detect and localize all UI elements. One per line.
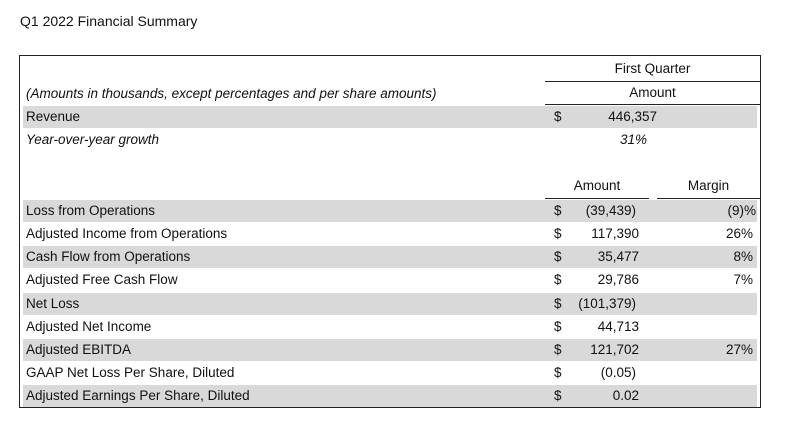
table-row	[23, 339, 757, 361]
row-label: Cash Flow from Operations	[26, 249, 191, 264]
currency-symbol: $	[554, 272, 562, 287]
row-label: Net Loss	[26, 296, 80, 311]
row-margin: 26%	[725, 226, 753, 241]
col-header-amount: Amount	[573, 178, 621, 193]
row-margin: 7%	[733, 272, 753, 287]
note-row	[23, 83, 757, 105]
table-row-growth	[23, 129, 757, 151]
col-header-margin: Margin	[687, 178, 730, 193]
growth-value: 31%	[619, 132, 647, 147]
page-title: Q1 2022 Financial Summary	[20, 13, 198, 29]
row-amount: 121,702	[590, 342, 639, 357]
row-margin: 27%	[725, 342, 753, 357]
financial-summary-table	[19, 55, 761, 408]
margin-col-rule	[657, 198, 760, 199]
row-amount: 44,713	[597, 319, 639, 334]
period-header-rule	[545, 81, 760, 82]
row-amount: (101,379)	[578, 296, 636, 311]
row-label: GAAP Net Loss Per Share, Diluted	[26, 365, 235, 380]
currency-symbol: $	[554, 296, 562, 311]
currency-symbol: $	[554, 342, 562, 357]
row-amount: 0.02	[612, 388, 639, 403]
table-row	[23, 385, 757, 407]
period-header: First Quarter	[614, 61, 691, 76]
currency-symbol: $	[554, 249, 562, 264]
row-amount: 29,786	[597, 272, 639, 287]
row-label: Year-over-year growth	[26, 132, 160, 147]
table-row	[23, 200, 757, 222]
currency-symbol: $	[554, 109, 562, 124]
amount-header: Amount	[629, 85, 676, 100]
row-amount: 117,390	[591, 226, 639, 241]
row-label: Revenue	[26, 109, 81, 124]
currency-symbol: $	[554, 365, 562, 380]
currency-symbol: $	[554, 203, 562, 218]
row-amount: (0.05)	[600, 365, 636, 380]
table-row-revenue	[23, 106, 757, 128]
currency-symbol: $	[554, 319, 562, 334]
row-label: Adjusted EBITDA	[26, 342, 132, 357]
row-label: Adjusted Free Cash Flow	[26, 272, 178, 287]
currency-symbol: $	[554, 226, 562, 241]
row-margin: (9)%	[727, 203, 756, 218]
row-amount: (39,439)	[585, 203, 636, 218]
row-label: Adjusted Net Income	[26, 319, 152, 334]
currency-symbol: $	[554, 388, 562, 403]
amount-col-rule	[545, 198, 649, 199]
row-margin: 8%	[733, 249, 753, 264]
table-row	[23, 246, 757, 268]
table-row	[23, 293, 757, 315]
table-row	[23, 223, 757, 245]
table-row	[23, 316, 757, 338]
row-label: Loss from Operations	[26, 203, 156, 218]
amounts-note: (Amounts in thousands, except percentages and per share amounts)	[26, 86, 437, 101]
row-amount: 35,477	[597, 249, 639, 264]
revenue-amount: 446,357	[608, 109, 657, 124]
table-row	[23, 269, 757, 291]
table-row	[23, 362, 757, 384]
row-label: Adjusted Earnings Per Share, Diluted	[26, 388, 250, 403]
row-label: Adjusted Income from Operations	[26, 226, 228, 241]
